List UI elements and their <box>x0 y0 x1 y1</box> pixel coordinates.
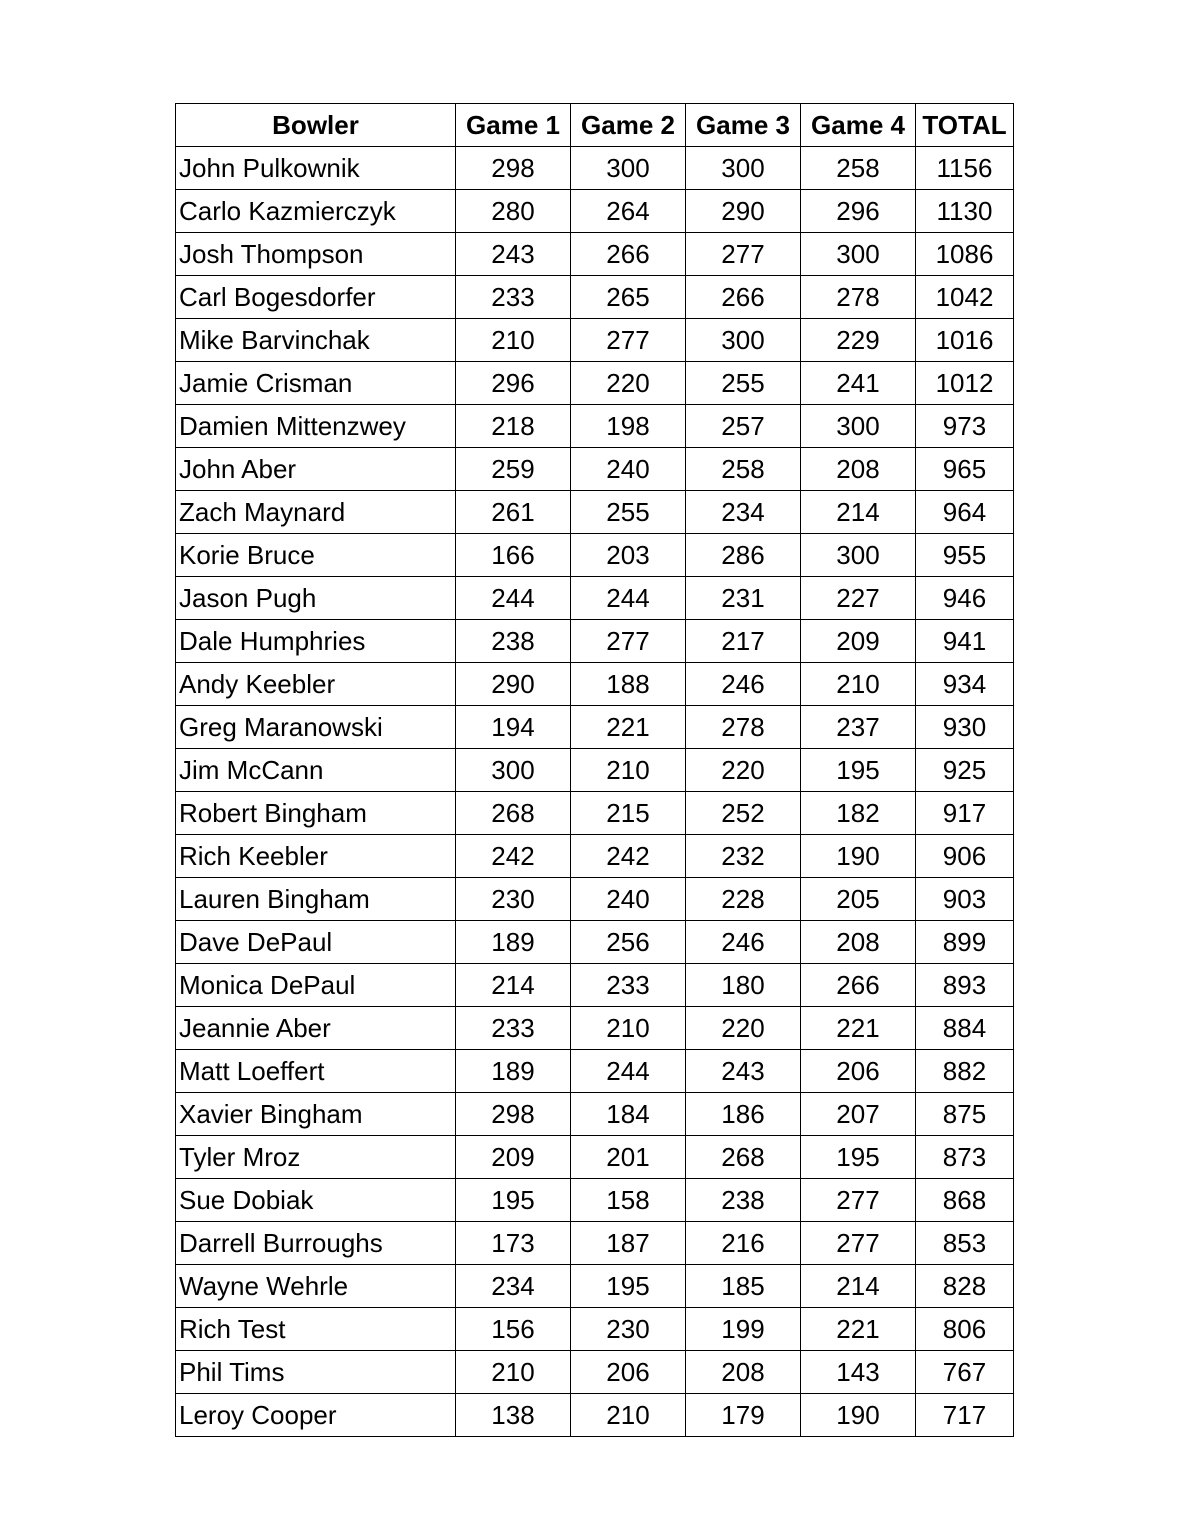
game-4-score: 143 <box>801 1351 916 1394</box>
bowler-name: Sue Dobiak <box>176 1179 456 1222</box>
bowler-name: Wayne Wehrle <box>176 1265 456 1308</box>
bowler-name: Jim McCann <box>176 749 456 792</box>
total-score: 930 <box>916 706 1014 749</box>
game-1-score: 290 <box>456 663 571 706</box>
game-3-score: 252 <box>686 792 801 835</box>
table-row <box>176 1093 1014 1136</box>
game-4-score: 300 <box>801 534 916 577</box>
table-row <box>176 964 1014 1007</box>
total-score: 934 <box>916 663 1014 706</box>
game-1-score: 209 <box>456 1136 571 1179</box>
total-score: 893 <box>916 964 1014 1007</box>
table-row <box>176 706 1014 749</box>
bowler-name: Josh Thompson <box>176 233 456 276</box>
game-2-score: 244 <box>571 1050 686 1093</box>
table-row <box>176 577 1014 620</box>
game-1-score: 238 <box>456 620 571 663</box>
bowler-name: Mike Barvinchak <box>176 319 456 362</box>
total-score: 828 <box>916 1265 1014 1308</box>
game-1-score: 218 <box>456 405 571 448</box>
game-4-score: 195 <box>801 749 916 792</box>
game-3-score: 216 <box>686 1222 801 1265</box>
total-score: 875 <box>916 1093 1014 1136</box>
game-4-score: 208 <box>801 921 916 964</box>
bowler-name: Jeannie Aber <box>176 1007 456 1050</box>
table-row <box>176 405 1014 448</box>
game-3-score: 300 <box>686 319 801 362</box>
game-3-score: 232 <box>686 835 801 878</box>
table-row <box>176 1050 1014 1093</box>
game-1-score: 261 <box>456 491 571 534</box>
game-3-score: 258 <box>686 448 801 491</box>
game-2-score: 240 <box>571 878 686 921</box>
game-4-score: 241 <box>801 362 916 405</box>
bowler-name: Rich Keebler <box>176 835 456 878</box>
game-3-score: 180 <box>686 964 801 1007</box>
bowler-name: Jason Pugh <box>176 577 456 620</box>
game-4-score: 221 <box>801 1007 916 1050</box>
game-3-score: 185 <box>686 1265 801 1308</box>
table-row <box>176 190 1014 233</box>
game-2-score: 203 <box>571 534 686 577</box>
game-1-score: 214 <box>456 964 571 1007</box>
game-2-score: 256 <box>571 921 686 964</box>
game-4-score: 207 <box>801 1093 916 1136</box>
game-3-score: 179 <box>686 1394 801 1437</box>
game-4-score: 300 <box>801 233 916 276</box>
table-row <box>176 620 1014 663</box>
game-3-score: 286 <box>686 534 801 577</box>
game-2-score: 300 <box>571 147 686 190</box>
game-2-score: 188 <box>571 663 686 706</box>
game-2-score: 198 <box>571 405 686 448</box>
game-2-score: 255 <box>571 491 686 534</box>
total-score: 884 <box>916 1007 1014 1050</box>
bowler-name: Greg Maranowski <box>176 706 456 749</box>
total-score: 882 <box>916 1050 1014 1093</box>
total-score: 717 <box>916 1394 1014 1437</box>
table-row <box>176 448 1014 491</box>
bowler-name: Robert Bingham <box>176 792 456 835</box>
game-2-score: 158 <box>571 1179 686 1222</box>
table-body <box>176 147 1014 1437</box>
total-score: 903 <box>916 878 1014 921</box>
game-2-score: 265 <box>571 276 686 319</box>
game-4-score: 182 <box>801 792 916 835</box>
total-score: 1086 <box>916 233 1014 276</box>
header-row <box>176 104 1014 147</box>
bowler-name: Carl Bogesdorfer <box>176 276 456 319</box>
game-4-score: 266 <box>801 964 916 1007</box>
total-score: 767 <box>916 1351 1014 1394</box>
table-row <box>176 921 1014 964</box>
game-3-score: 255 <box>686 362 801 405</box>
table-row <box>176 276 1014 319</box>
game-4-score: 277 <box>801 1179 916 1222</box>
game-3-score: 246 <box>686 663 801 706</box>
game-4-score: 208 <box>801 448 916 491</box>
bowler-name: Zach Maynard <box>176 491 456 534</box>
game-3-score: 186 <box>686 1093 801 1136</box>
game-3-score: 234 <box>686 491 801 534</box>
game-2-score: 244 <box>571 577 686 620</box>
bowler-name: Lauren Bingham <box>176 878 456 921</box>
game-4-score: 227 <box>801 577 916 620</box>
total-score: 946 <box>916 577 1014 620</box>
game-3-score: 228 <box>686 878 801 921</box>
table-row <box>176 1351 1014 1394</box>
bowler-name: Andy Keebler <box>176 663 456 706</box>
bowler-name: John Pulkownik <box>176 147 456 190</box>
game-1-score: 244 <box>456 577 571 620</box>
table-row <box>176 147 1014 190</box>
game-4-score: 277 <box>801 1222 916 1265</box>
header-bowler: Bowler <box>176 104 456 147</box>
header-game-1: Game 1 <box>456 104 571 147</box>
bowling-scores-table <box>175 103 1014 1437</box>
game-2-score: 277 <box>571 620 686 663</box>
total-score: 853 <box>916 1222 1014 1265</box>
bowler-name: Monica DePaul <box>176 964 456 1007</box>
game-3-score: 266 <box>686 276 801 319</box>
game-1-score: 189 <box>456 921 571 964</box>
bowler-name: Xavier Bingham <box>176 1093 456 1136</box>
bowler-name: Dave DePaul <box>176 921 456 964</box>
game-1-score: 233 <box>456 1007 571 1050</box>
total-score: 965 <box>916 448 1014 491</box>
header-game-3: Game 3 <box>686 104 801 147</box>
total-score: 899 <box>916 921 1014 964</box>
table-row <box>176 1394 1014 1437</box>
total-score: 906 <box>916 835 1014 878</box>
game-3-score: 268 <box>686 1136 801 1179</box>
game-3-score: 243 <box>686 1050 801 1093</box>
bowler-name: Jamie Crisman <box>176 362 456 405</box>
header-game-4: Game 4 <box>801 104 916 147</box>
table-row <box>176 534 1014 577</box>
game-2-score: 242 <box>571 835 686 878</box>
bowler-name: Tyler Mroz <box>176 1136 456 1179</box>
game-4-score: 210 <box>801 663 916 706</box>
game-1-score: 298 <box>456 1093 571 1136</box>
game-3-score: 217 <box>686 620 801 663</box>
game-3-score: 231 <box>686 577 801 620</box>
game-3-score: 220 <box>686 1007 801 1050</box>
table-row <box>176 792 1014 835</box>
table-row <box>176 1007 1014 1050</box>
game-1-score: 268 <box>456 792 571 835</box>
bowler-name: Korie Bruce <box>176 534 456 577</box>
game-1-score: 298 <box>456 147 571 190</box>
game-1-score: 233 <box>456 276 571 319</box>
bowler-name: Carlo Kazmierczyk <box>176 190 456 233</box>
game-3-score: 278 <box>686 706 801 749</box>
game-3-score: 290 <box>686 190 801 233</box>
game-1-score: 156 <box>456 1308 571 1351</box>
total-score: 1130 <box>916 190 1014 233</box>
bowler-name: Damien Mittenzwey <box>176 405 456 448</box>
game-4-score: 258 <box>801 147 916 190</box>
game-3-score: 300 <box>686 147 801 190</box>
game-1-score: 234 <box>456 1265 571 1308</box>
header-total: TOTAL <box>916 104 1014 147</box>
table-row <box>176 835 1014 878</box>
total-score: 925 <box>916 749 1014 792</box>
game-4-score: 237 <box>801 706 916 749</box>
game-1-score: 166 <box>456 534 571 577</box>
total-score: 941 <box>916 620 1014 663</box>
game-2-score: 221 <box>571 706 686 749</box>
game-2-score: 195 <box>571 1265 686 1308</box>
total-score: 1016 <box>916 319 1014 362</box>
game-4-score: 214 <box>801 491 916 534</box>
total-score: 955 <box>916 534 1014 577</box>
total-score: 868 <box>916 1179 1014 1222</box>
game-1-score: 194 <box>456 706 571 749</box>
table-row <box>176 1265 1014 1308</box>
game-2-score: 201 <box>571 1136 686 1179</box>
total-score: 1012 <box>916 362 1014 405</box>
table-row <box>176 663 1014 706</box>
game-4-score: 190 <box>801 1394 916 1437</box>
game-2-score: 215 <box>571 792 686 835</box>
game-4-score: 195 <box>801 1136 916 1179</box>
game-1-score: 189 <box>456 1050 571 1093</box>
total-score: 917 <box>916 792 1014 835</box>
game-1-score: 259 <box>456 448 571 491</box>
game-2-score: 220 <box>571 362 686 405</box>
table-row <box>176 749 1014 792</box>
game-3-score: 208 <box>686 1351 801 1394</box>
game-3-score: 257 <box>686 405 801 448</box>
game-4-score: 221 <box>801 1308 916 1351</box>
game-2-score: 210 <box>571 1007 686 1050</box>
bowler-name: Rich Test <box>176 1308 456 1351</box>
game-2-score: 230 <box>571 1308 686 1351</box>
game-1-score: 230 <box>456 878 571 921</box>
game-4-score: 214 <box>801 1265 916 1308</box>
game-1-score: 242 <box>456 835 571 878</box>
game-2-score: 266 <box>571 233 686 276</box>
table-row <box>176 1222 1014 1265</box>
game-1-score: 300 <box>456 749 571 792</box>
game-4-score: 206 <box>801 1050 916 1093</box>
bowler-name: Phil Tims <box>176 1351 456 1394</box>
header-game-2: Game 2 <box>571 104 686 147</box>
game-1-score: 173 <box>456 1222 571 1265</box>
total-score: 973 <box>916 405 1014 448</box>
total-score: 1156 <box>916 147 1014 190</box>
game-4-score: 300 <box>801 405 916 448</box>
game-3-score: 238 <box>686 1179 801 1222</box>
game-1-score: 243 <box>456 233 571 276</box>
table-row <box>176 362 1014 405</box>
table-row <box>176 878 1014 921</box>
game-4-score: 296 <box>801 190 916 233</box>
game-4-score: 278 <box>801 276 916 319</box>
game-1-score: 280 <box>456 190 571 233</box>
game-1-score: 210 <box>456 319 571 362</box>
table-row <box>176 319 1014 362</box>
table-row <box>176 1179 1014 1222</box>
game-4-score: 205 <box>801 878 916 921</box>
game-1-score: 195 <box>456 1179 571 1222</box>
total-score: 806 <box>916 1308 1014 1351</box>
game-3-score: 246 <box>686 921 801 964</box>
table-row <box>176 233 1014 276</box>
game-2-score: 264 <box>571 190 686 233</box>
table-row <box>176 1308 1014 1351</box>
game-1-score: 210 <box>456 1351 571 1394</box>
bowler-name: Dale Humphries <box>176 620 456 663</box>
bowler-name: Leroy Cooper <box>176 1394 456 1437</box>
bowler-name: Matt Loeffert <box>176 1050 456 1093</box>
game-4-score: 190 <box>801 835 916 878</box>
table-row <box>176 491 1014 534</box>
game-3-score: 199 <box>686 1308 801 1351</box>
game-3-score: 277 <box>686 233 801 276</box>
game-2-score: 240 <box>571 448 686 491</box>
bowler-name: Darrell Burroughs <box>176 1222 456 1265</box>
game-1-score: 138 <box>456 1394 571 1437</box>
table-row <box>176 1136 1014 1179</box>
game-2-score: 210 <box>571 1394 686 1437</box>
bowler-name: John Aber <box>176 448 456 491</box>
game-2-score: 206 <box>571 1351 686 1394</box>
game-4-score: 229 <box>801 319 916 362</box>
game-2-score: 233 <box>571 964 686 1007</box>
total-score: 964 <box>916 491 1014 534</box>
total-score: 1042 <box>916 276 1014 319</box>
game-2-score: 277 <box>571 319 686 362</box>
game-2-score: 187 <box>571 1222 686 1265</box>
game-2-score: 210 <box>571 749 686 792</box>
game-2-score: 184 <box>571 1093 686 1136</box>
game-3-score: 220 <box>686 749 801 792</box>
total-score: 873 <box>916 1136 1014 1179</box>
game-1-score: 296 <box>456 362 571 405</box>
game-4-score: 209 <box>801 620 916 663</box>
